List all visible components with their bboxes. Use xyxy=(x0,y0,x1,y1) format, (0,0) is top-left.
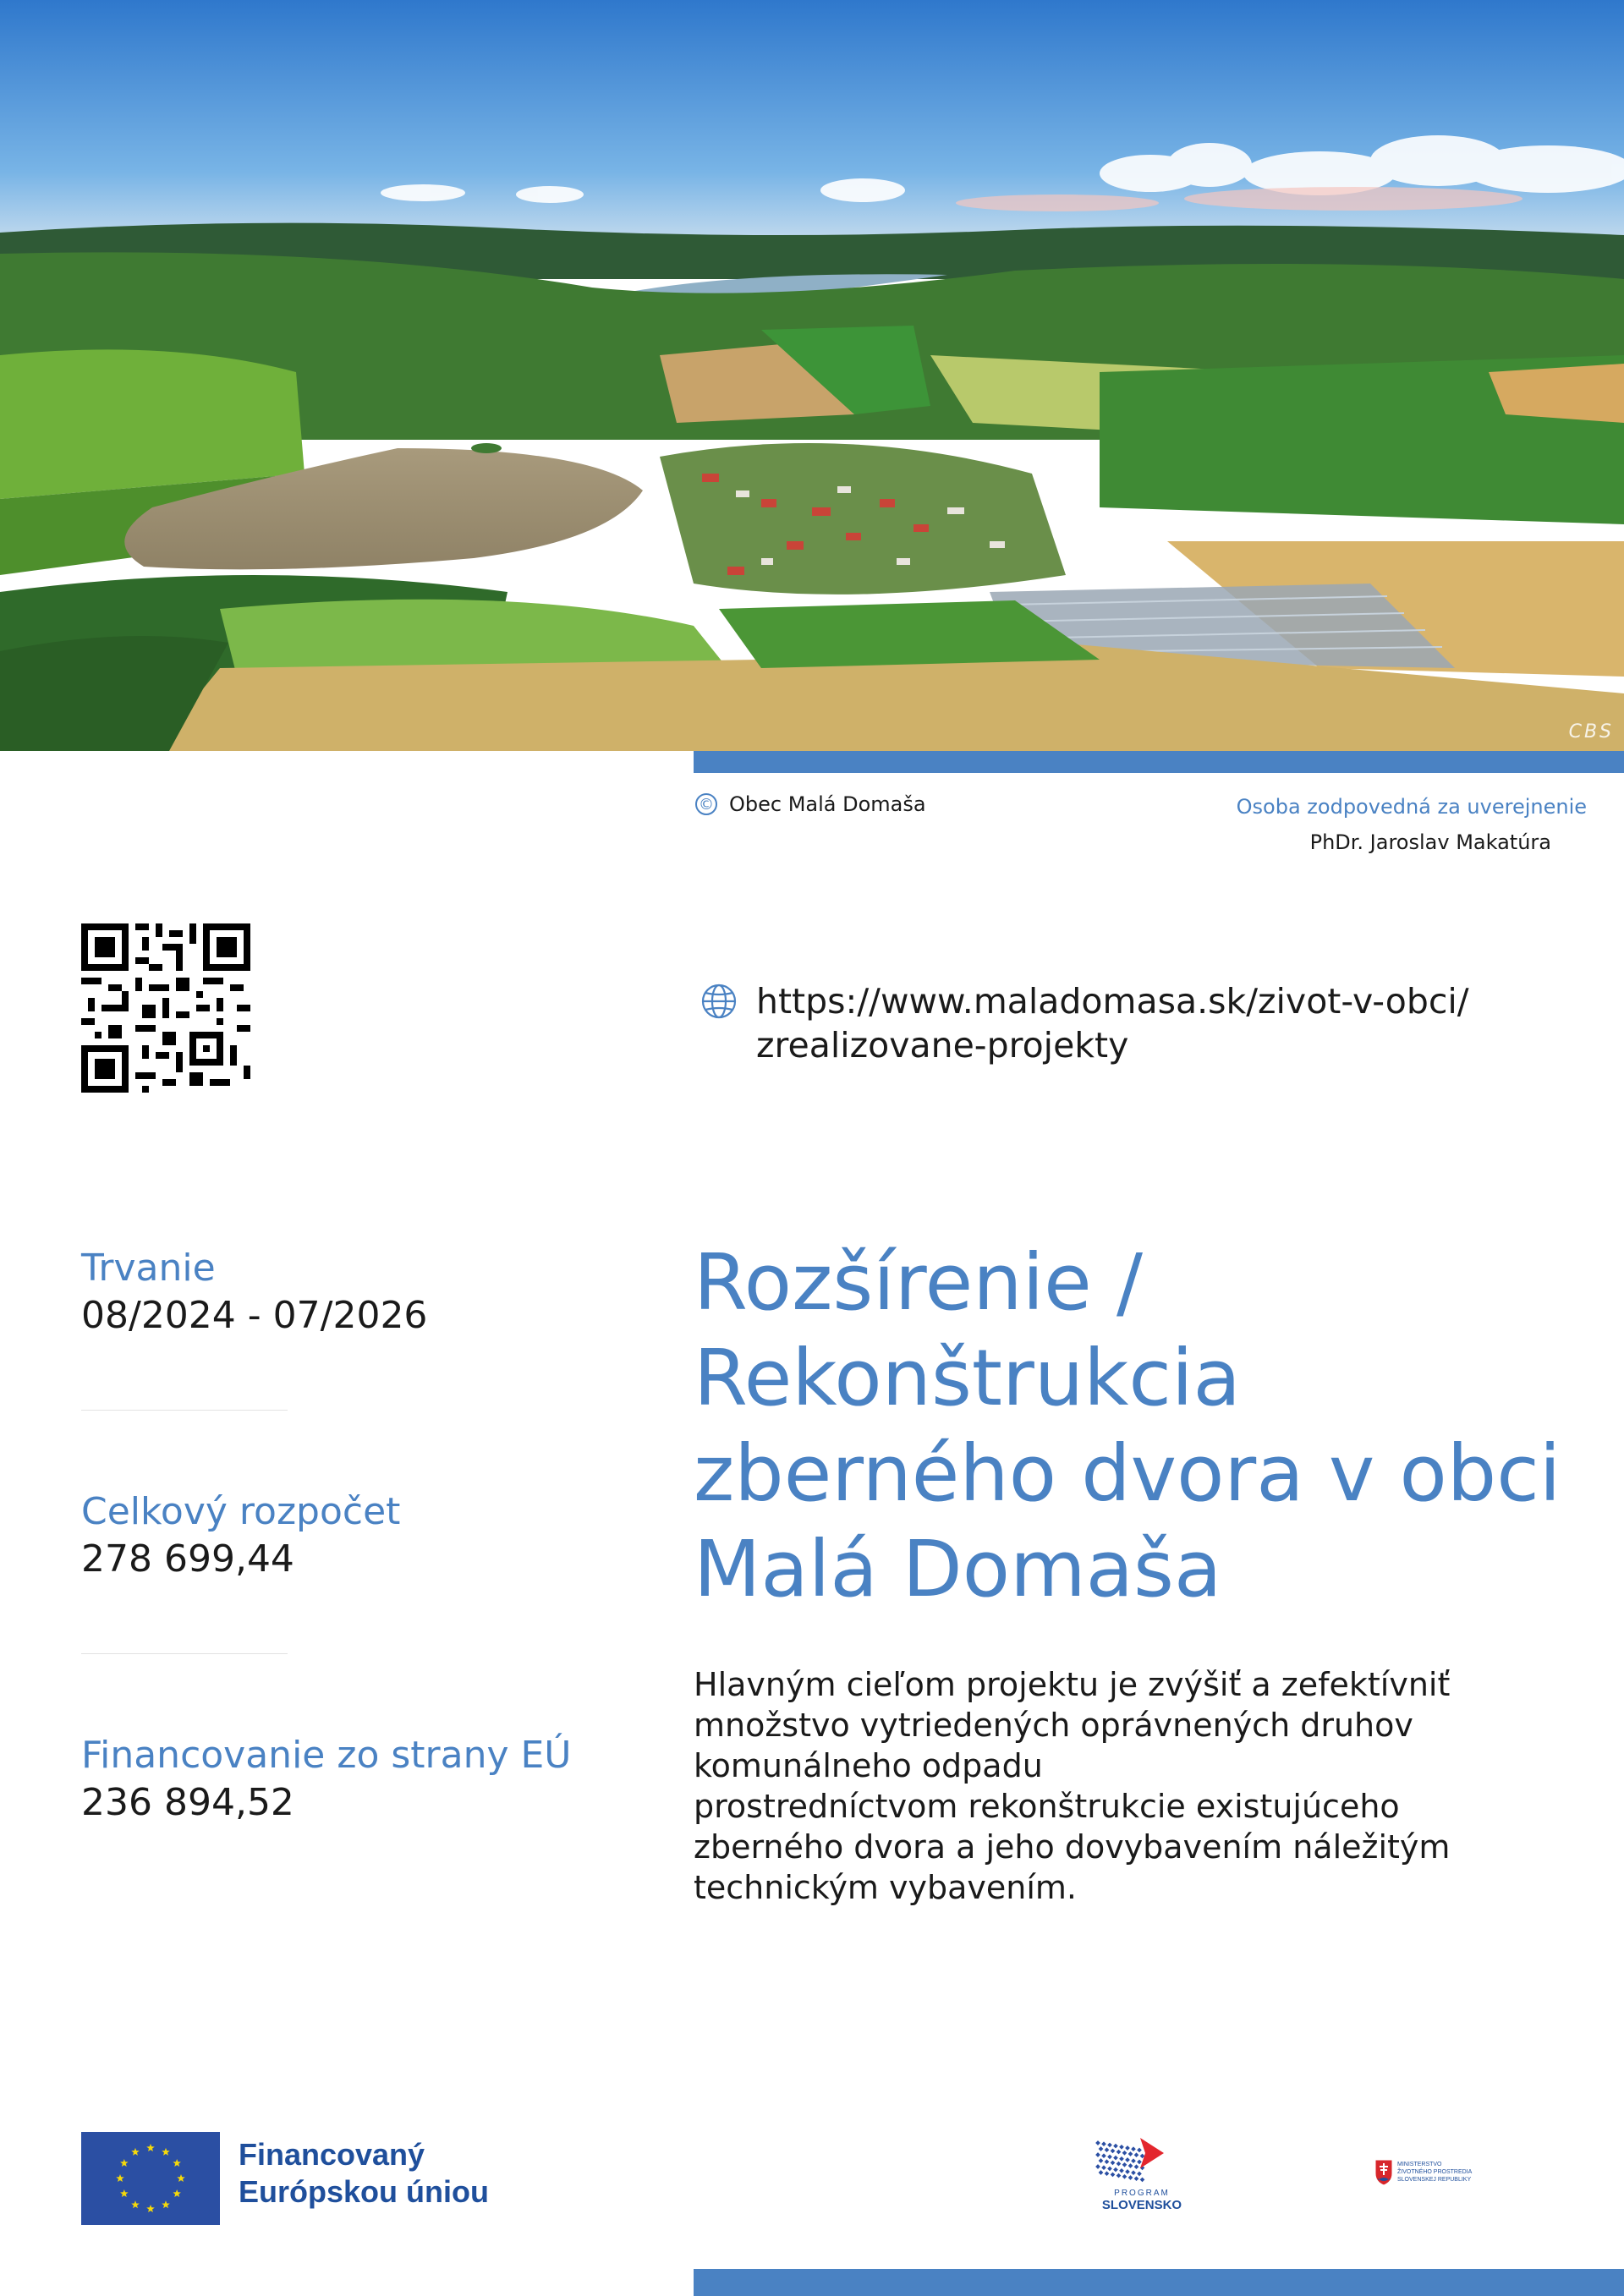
owner-name: Obec Malá Domaša xyxy=(729,792,926,816)
logo-dot xyxy=(1134,2152,1139,2157)
project-title: Rozšírenie / Rekonštrukcia zberného dvora v obci Malá Domaša xyxy=(694,1237,1561,1614)
logo-dot xyxy=(1095,2152,1100,2157)
logo-dot xyxy=(1113,2144,1118,2149)
logo-dot xyxy=(1107,2143,1112,2148)
logo-dot xyxy=(1125,2169,1130,2174)
logo-dot xyxy=(1131,2170,1136,2175)
logo-dot xyxy=(1105,2171,1110,2176)
logo-dot xyxy=(1095,2140,1100,2145)
accent-bar-top xyxy=(694,751,1624,773)
eu-label-line1: Financovaný xyxy=(239,2137,425,2172)
qr-code[interactable] xyxy=(81,923,250,1093)
logo-dot xyxy=(1107,2167,1112,2172)
logo-dot xyxy=(1140,2178,1145,2183)
logo-dot xyxy=(1099,2158,1104,2163)
responsible-label: Osoba zodpovedná za uverejnenie xyxy=(1236,795,1587,819)
fact-value: 278 699,44 xyxy=(81,1537,294,1581)
logo-dot xyxy=(1116,2150,1122,2155)
logo-dot xyxy=(1119,2168,1124,2173)
logo-dot xyxy=(1134,2176,1139,2181)
accent-bar-bottom xyxy=(694,2269,1624,2296)
logo-dot xyxy=(1101,2141,1106,2146)
ministry-logo xyxy=(1374,2156,1484,2190)
responsible-person xyxy=(1237,795,1587,854)
logo-dot xyxy=(1113,2167,1118,2173)
copyright-icon: © xyxy=(695,793,717,815)
eu-label-line2: Európskou úniou xyxy=(239,2174,489,2209)
fact-label: Financovanie zo strany EÚ xyxy=(81,1734,572,1777)
eu-funding-label xyxy=(239,2136,489,2211)
project-description: Hlavným cieľom projektu je zvýšiť a zefektívniť množstvo vytriedených oprávnených druhov komunálneho odpadu prostredníctvom rekonštrukcie existujúceho zberného dvora a jeho dovybavením náležitým technickým vybavením. xyxy=(694,1666,1451,1906)
ministry-line-2: ŽIVOTNÉHO PROSTREDIA xyxy=(1397,2169,1473,2175)
fact-label: Trvanie xyxy=(81,1247,216,1290)
project-facts xyxy=(81,1245,606,1975)
project-url[interactable]: https://www.maladomasa.sk/zivot-v-obci/ zrealizovane-projekty xyxy=(756,981,1469,1066)
ministry-line-3: SLOVENSKEJ REPUBLIKY xyxy=(1397,2177,1472,2183)
owner xyxy=(695,792,926,816)
project-link[interactable] xyxy=(700,979,1543,1067)
logo-dot xyxy=(1137,2160,1142,2165)
logo-dot xyxy=(1101,2153,1106,2158)
logo-dot xyxy=(1105,2147,1110,2152)
divider xyxy=(81,1653,288,1654)
logo-dot xyxy=(1128,2151,1133,2156)
hero-photo xyxy=(0,0,1624,751)
logo-dot xyxy=(1119,2145,1124,2150)
divider xyxy=(81,1410,288,1411)
program-top-text: PROGRAM xyxy=(1114,2189,1170,2198)
logo-dot xyxy=(1134,2164,1139,2169)
logo-dot xyxy=(1128,2175,1133,2180)
logo-dot xyxy=(1116,2162,1122,2167)
logo-dot xyxy=(1113,2156,1118,2161)
logo-dot xyxy=(1107,2155,1112,2160)
logo-dot xyxy=(1122,2151,1127,2156)
program-slovensko-logo xyxy=(1091,2131,1193,2216)
logo-dot xyxy=(1131,2158,1136,2163)
logo-dot xyxy=(1116,2173,1122,2178)
logo-dot xyxy=(1122,2174,1127,2179)
logo-dot xyxy=(1137,2148,1142,2153)
responsible-name: PhDr. Jaroslav Makatúra xyxy=(1309,830,1551,854)
landscape-image xyxy=(0,0,1624,751)
fact-label: Celkový rozpočet xyxy=(81,1490,401,1533)
logo-dot xyxy=(1099,2146,1104,2151)
logo-dot xyxy=(1131,2146,1136,2151)
logo-dot xyxy=(1111,2161,1116,2166)
logo-dot xyxy=(1125,2145,1130,2151)
logo-dot xyxy=(1137,2172,1142,2177)
logo-dot xyxy=(1099,2170,1104,2175)
logo-dot xyxy=(1122,2162,1127,2167)
logo-dot xyxy=(1125,2157,1130,2162)
ministry-line-1: MINISTERSTVO xyxy=(1397,2162,1442,2167)
fact-value: 236 894,52 xyxy=(81,1781,294,1824)
logo-dot xyxy=(1095,2164,1100,2169)
logo-dot xyxy=(1101,2165,1106,2170)
fact-eu-funding xyxy=(81,1732,606,1975)
logo-dot xyxy=(1128,2163,1133,2168)
photo-credit: CBS xyxy=(1568,721,1614,743)
fact-value: 08/2024 - 07/2026 xyxy=(81,1294,428,1337)
logo-dot xyxy=(1119,2156,1124,2162)
fact-duration xyxy=(81,1245,606,1488)
fact-budget xyxy=(81,1488,606,1732)
globe-icon xyxy=(700,983,738,1020)
logo-dot xyxy=(1111,2149,1116,2154)
program-bottom-text: SLOVENSKO xyxy=(1101,2198,1182,2212)
eu-flag-icon xyxy=(81,2132,220,2225)
logo-dot xyxy=(1111,2173,1116,2178)
logo-dot xyxy=(1105,2159,1110,2164)
